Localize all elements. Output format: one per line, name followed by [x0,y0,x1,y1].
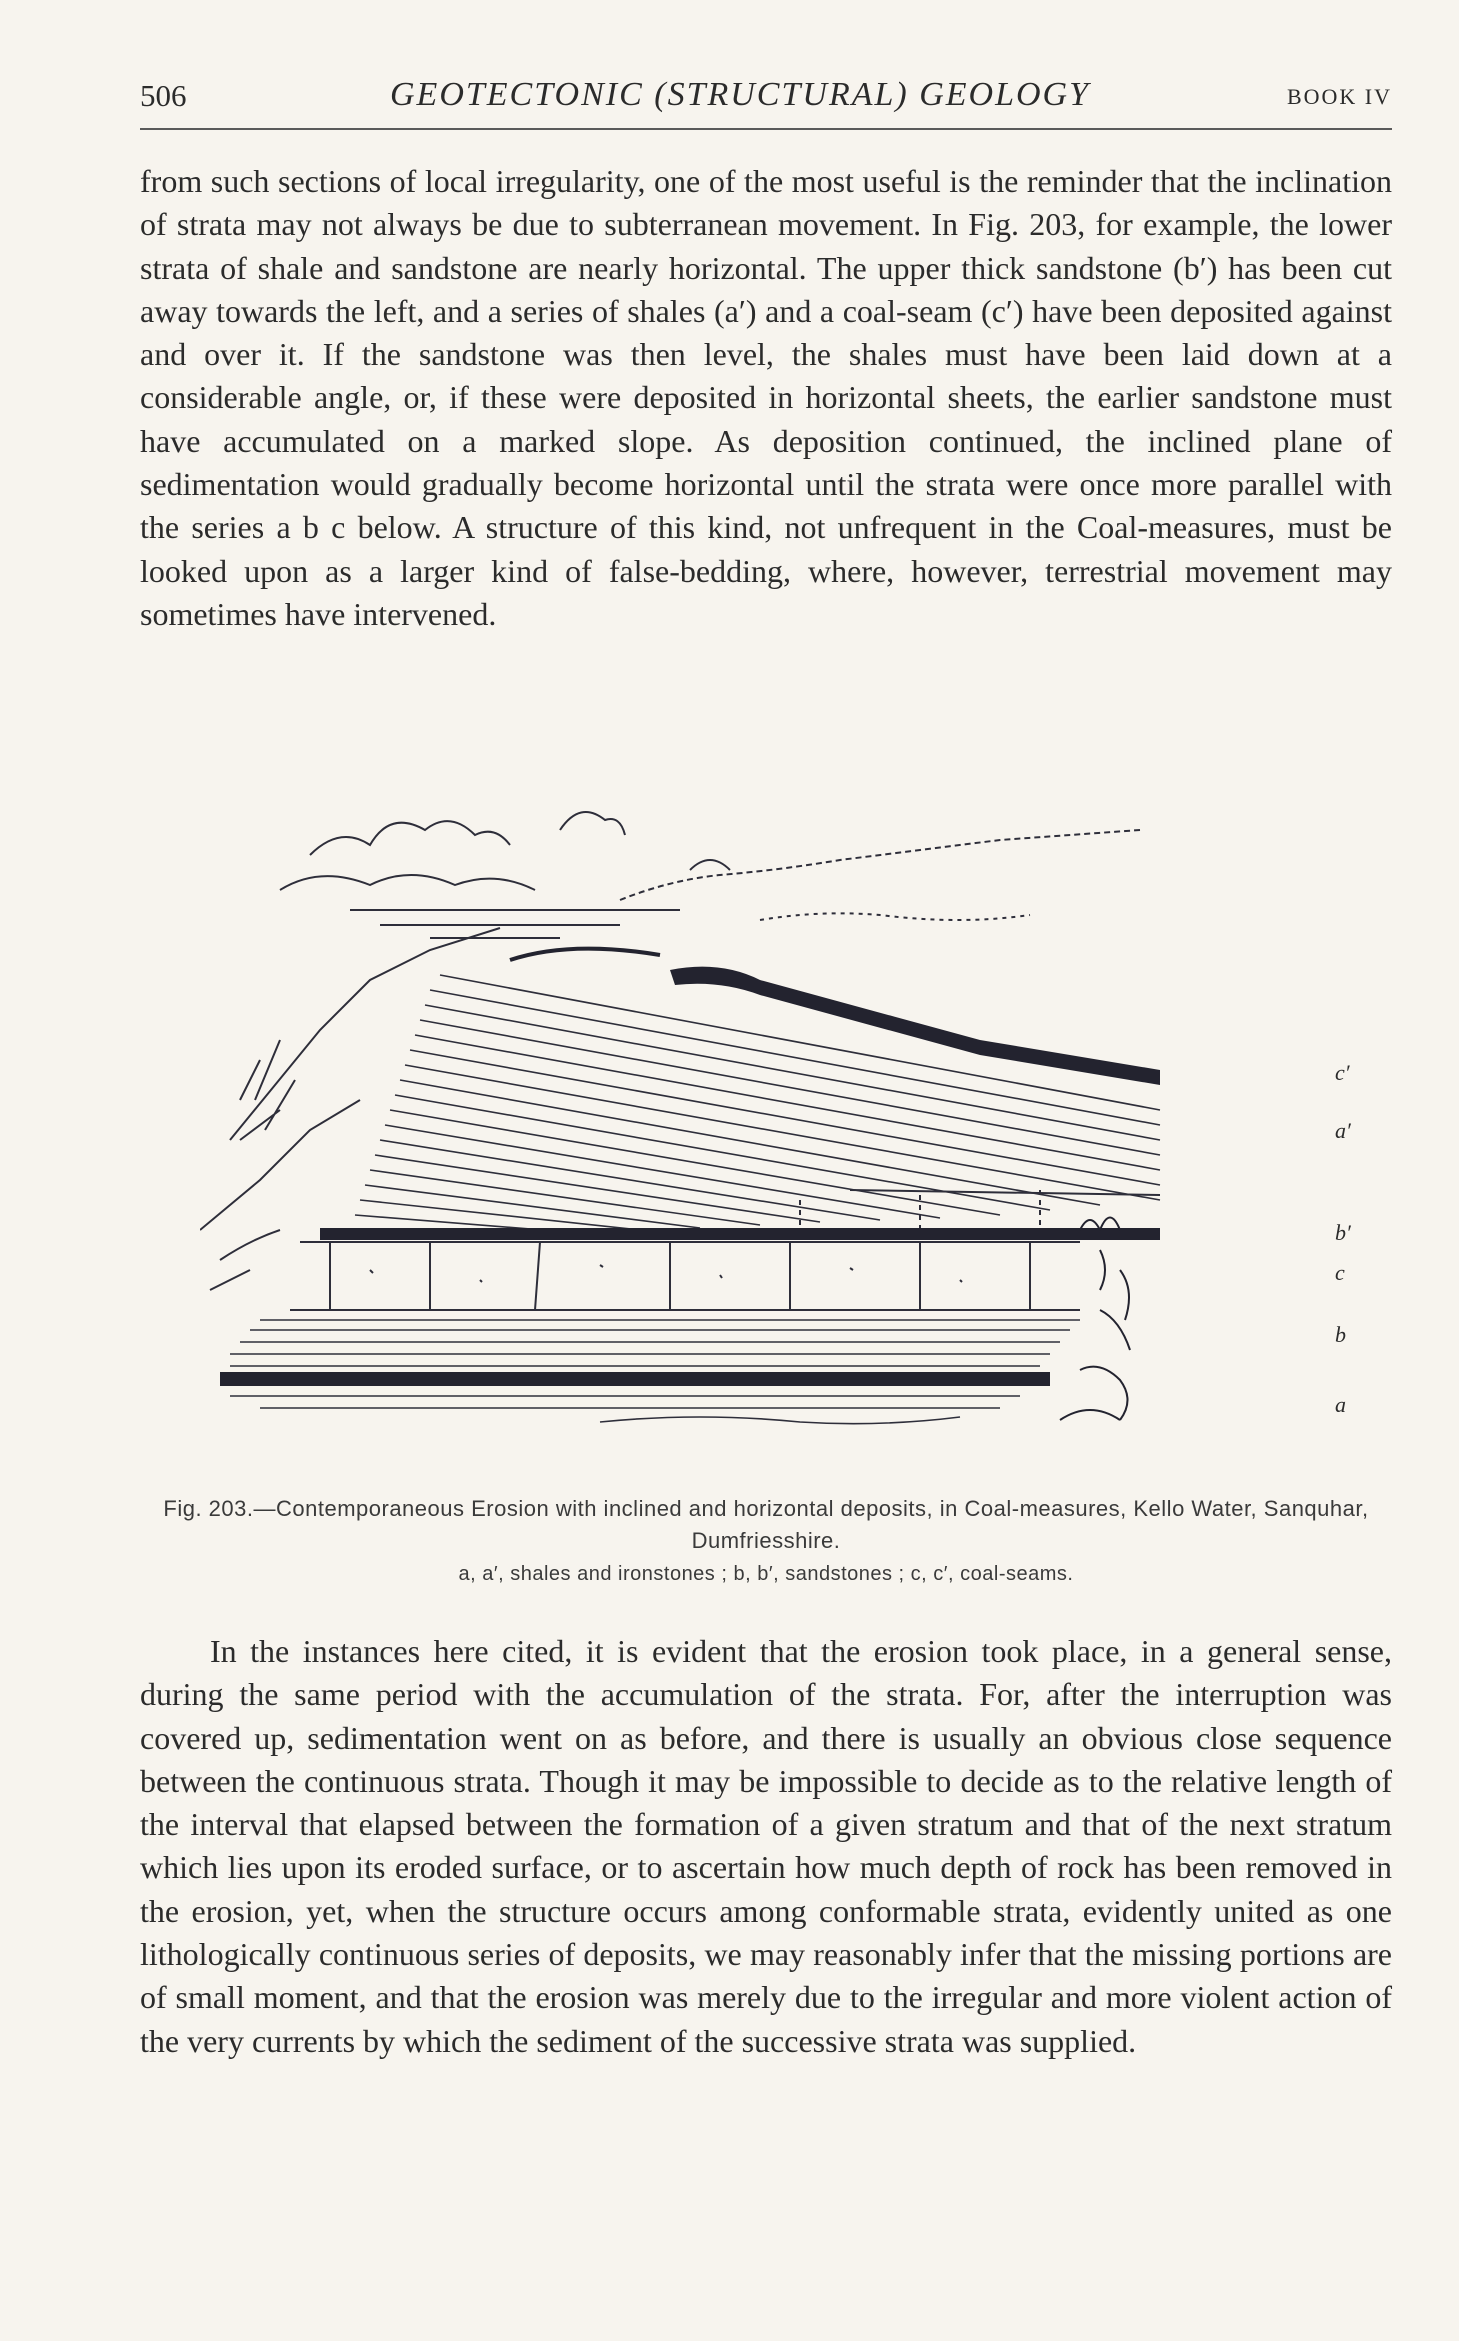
figure-stratum-labels [1325,1060,1385,1420]
figure-caption: Fig. 203.—Contemporaneous Erosion with inclined and horizontal deposits, in Coal-measures, Kello Water, Sanquhar, Dumfriesshire. [163,1496,1369,1553]
running-title: GEOTECTONIC (STRUCTURAL) GEOLOGY [390,76,1091,113]
label-a: a [1335,1392,1346,1417]
label-a-prime: a′ [1335,1118,1351,1143]
figure-203-illustration [200,810,1350,1470]
coal-seam-lower [320,1228,1160,1240]
running-header [140,72,1392,130]
label-c-prime: c′ [1335,1060,1350,1085]
page-number: 506 [140,78,187,113]
label-b-prime: b′ [1335,1220,1351,1245]
paragraph-1: from such sections of local irregularity, one of the most useful is the reminder that the inclination of strata may not always be due to subterranean movement. In Fig. 203, for example, the lower strata of shale and sandstone are nearly horizontal. The upper thick sandstone (b′) has been cut away towards the left, and a series of shales (a′) and a coal-seam (c′) have been deposited against and over it. If the sandstone was then level, the shales must have been laid down at a considerable angle, or, if these were deposited in horizontal sheets, the earlier sandstone must have accumulated on a marked slope. As deposition continued, the inclined plane of sedimentation would gradually become horizontal until the strata were once more parallel with the series a b c below. A structure of this kind, not unfrequent in the Coal-measures, must be looked upon as a larger kind of false-bedding, where, however, terrestrial movement may sometimes have intervened. [140,163,1392,632]
paragraph-2: In the instances here cited, it is evident that the erosion took place, in a general sense, during the same period with the accumulation of the strata. For, after the interruption was covered up, sedimentation went on as before, and there is usually an obvious close sequence between the continuous strata. Though it may be impossible to decide as to the relative length of the interval that elapsed between the formation of a given stratum and that of the next stratum which lies upon its eroded surface, or to ascertain how much depth of rock has been removed in the erosion, yet, when the structure occurs among conformable strata, evidently united as one lithologically continuous series of deposits, we may reasonably infer that the missing portions are of small moment, and that the erosion was merely due to the irregular and more violent action of the very currents by which the sediment of the successive strata was supplied. [140,1633,1392,2059]
figure-legend: a, a′, shales and ironstones ; b, b′, sandstones ; c, c′, coal-seams. [458,1563,1074,1585]
label-b: b [1335,1322,1346,1347]
book-label: BOOK IV [1286,84,1392,109]
label-c: c [1335,1260,1345,1285]
coal-seam-upper [670,967,1160,1085]
